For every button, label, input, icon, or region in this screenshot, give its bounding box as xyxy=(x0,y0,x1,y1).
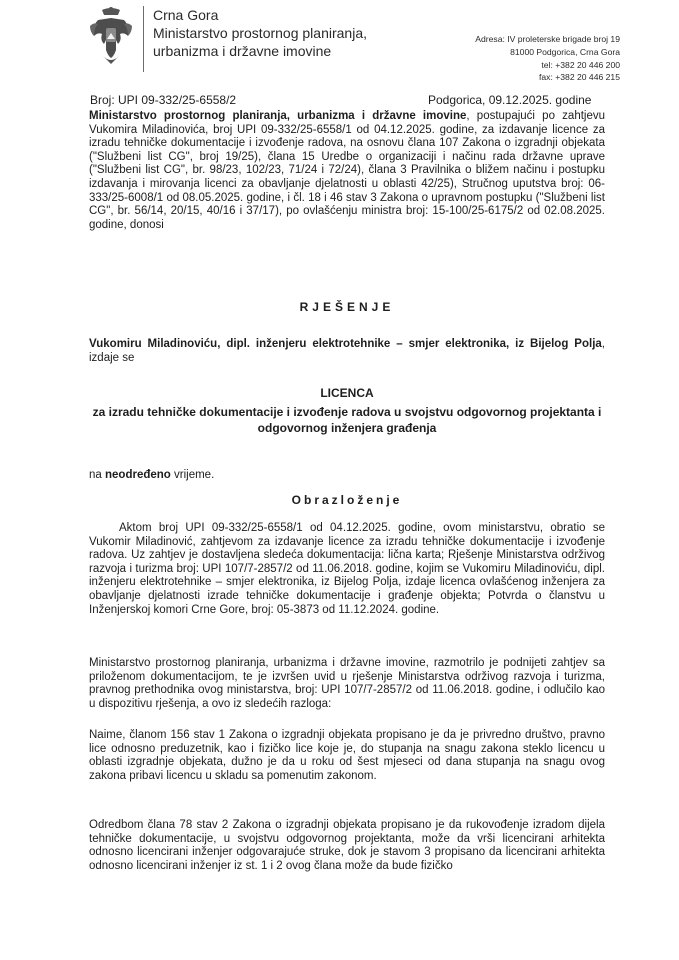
recipient-paragraph xyxy=(89,338,605,365)
duration-suffix: vrijeme. xyxy=(170,469,215,481)
rjesenje-title: RJEŠENJE xyxy=(299,300,395,314)
contact-block xyxy=(428,33,620,84)
ministry-name-line2: urbanizma i državne imovine xyxy=(153,43,332,59)
intro-ministry-bold: Ministarstvo prostornog planiranja, urbanizma i državne imovine xyxy=(89,110,467,122)
intro-paragraph xyxy=(89,110,605,232)
recipient-name: Vukomiru Miladinoviću, dipl. inženjeru elektrotehnike – smjer elektronika, iz Bijelog Polja xyxy=(89,338,602,350)
duration-prefix: na xyxy=(89,469,105,481)
coat-of-arms-icon xyxy=(88,6,134,66)
paragraph-3: Naime, članom 156 stav 1 Zakona o izgradnji objekata propisano je da je privredno društvo, pravno lice odnosno preduzetnik, kao i fizičko lice koje je, do stupanja na snagu zakona steklo licencu u oblasti izgradnje objekata, dužno je da u roku od šest mjeseci od dana stupanja na snagu ovog zakona pribavi licencu u skladu sa pomenutim zakonom. xyxy=(89,729,605,782)
document-date: Podgorica, 09.12.2025. godine xyxy=(428,93,592,107)
intro-text: , postupajući po zahtjevu Vukomira Miladinovića, broj UPI 09-332/25-6558/1 od 04.12.2025. godine, za izdavanje licence za izradu tehničke dokumentacije i izvođenje radova, na osnovu člana 107 Zakona o izgradnji objekata ("Službeni list CG", broj 19/25), člana 15 Uredbe o organizaciji i načinu rada državne uprave ("Službeni list CG", br. 98/23, 102/23, 71/24 i 72/24), člana 3 Pravilnika o bližem načinu i postupku izdavanja i mirovanja licenci za obavljanje djelatnosti u oblasti 42/25), Stručnog uputstva broj: 06-333/25-6008/1 od 08.05.2025. godine, i čl. 18 i 46 stav 3 Zakona o upravnom postupku ("Službeni list CG", br. 56/14, 20/15, 40/16 i 37/17), po ovlašćenju ministra broj: 15-100/25-6175/2 od 02.08.2025. godine, donosi xyxy=(89,110,606,231)
paragraph-1: Aktom broj UPI 09-332/25-6558/1 od 04.12.2025. godine, ovom ministarstvu, obratio se Vukomir Miladinović, zahtjevom za izdavanje licence za izradu tehničke dokumentacije i izvođenje radova. Uz zahtjev je dostavljena sledeća dokumentacija: lična karta; Rješenje Ministarstva održivog razvoja i turizma broj: UPI 107/7-2857/2 od 11.06.2018. godine, kojim se Vukomiru Miladinoviću, dipl. inženjeru elektrotehnike – smjer elektronika, iz Bijelog Polja, izdaje licenca ovlašćenog inženjera za obavljanje djelatnosti izrade tehničke dokumentacije i građenje objekta; Potvrda o članstvu u Inženjerskoj komori Crne Gore, broj: 05-3873 od 11.12.2024. godine. xyxy=(89,522,605,616)
ministry-name-line1: Ministarstvo prostornog planiranja, xyxy=(153,25,367,41)
country-name: Crna Gora xyxy=(153,7,219,23)
paragraph-4: Odredbom člana 78 stav 2 Zakona o izgradnji objekata propisano je da rukovođenje izradom dijela tehničke dokumentacije, u svojstvu odgovornog projektanta, može da vrši licencirani arhitekta odnosno licencirani inženjer odgovarajuće struke, dok je stavom 3 propisano da licencirani arhitekta odnosno licencirani inženjer iz st. 1 i 2 ovog člana može da bude fizičko xyxy=(89,819,605,872)
address: Adresa: IV proleterske brigade broj 19 xyxy=(475,34,620,44)
duration-line xyxy=(89,469,605,483)
obrazlozenje-title: Obrazloženje xyxy=(291,493,403,507)
paragraph-2: Ministarstvo prostornog planiranja, urbanizma i državne imovine, razmotrilo je podnijeti zahtjev sa priloženom dokumentacijom, te je izvršen uvid u rješenje Ministarstva održivog razvoja i turizma, pravnog prethodnika ovog ministarstva, broj: UPI 107/7-2857/2 od 11.06.2018. godine, i odlučilo kao u dispozitivu rješenja, a ovo iz sledećih razloga: xyxy=(89,657,605,710)
city: 81000 Podgorica, Crna Gora xyxy=(510,46,620,57)
telephone: tel: +382 20 446 200 xyxy=(541,59,620,70)
reference-number: Broj: UPI 09-332/25-6558/2 xyxy=(90,93,237,107)
duration-bold: neodređeno xyxy=(105,469,171,481)
licenca-title: LICENCA xyxy=(320,386,374,400)
licenca-description: za izradu tehničke dokumentacije i izvođenje radova u svojstvu odgovornog projektanta i odgovornog inženjera građenja xyxy=(92,405,602,435)
fax: fax: +382 20 446 215 xyxy=(539,72,620,83)
ministry-header xyxy=(153,6,383,60)
recipient-rest: , izdaje se xyxy=(89,338,605,364)
header-divider xyxy=(143,6,144,72)
